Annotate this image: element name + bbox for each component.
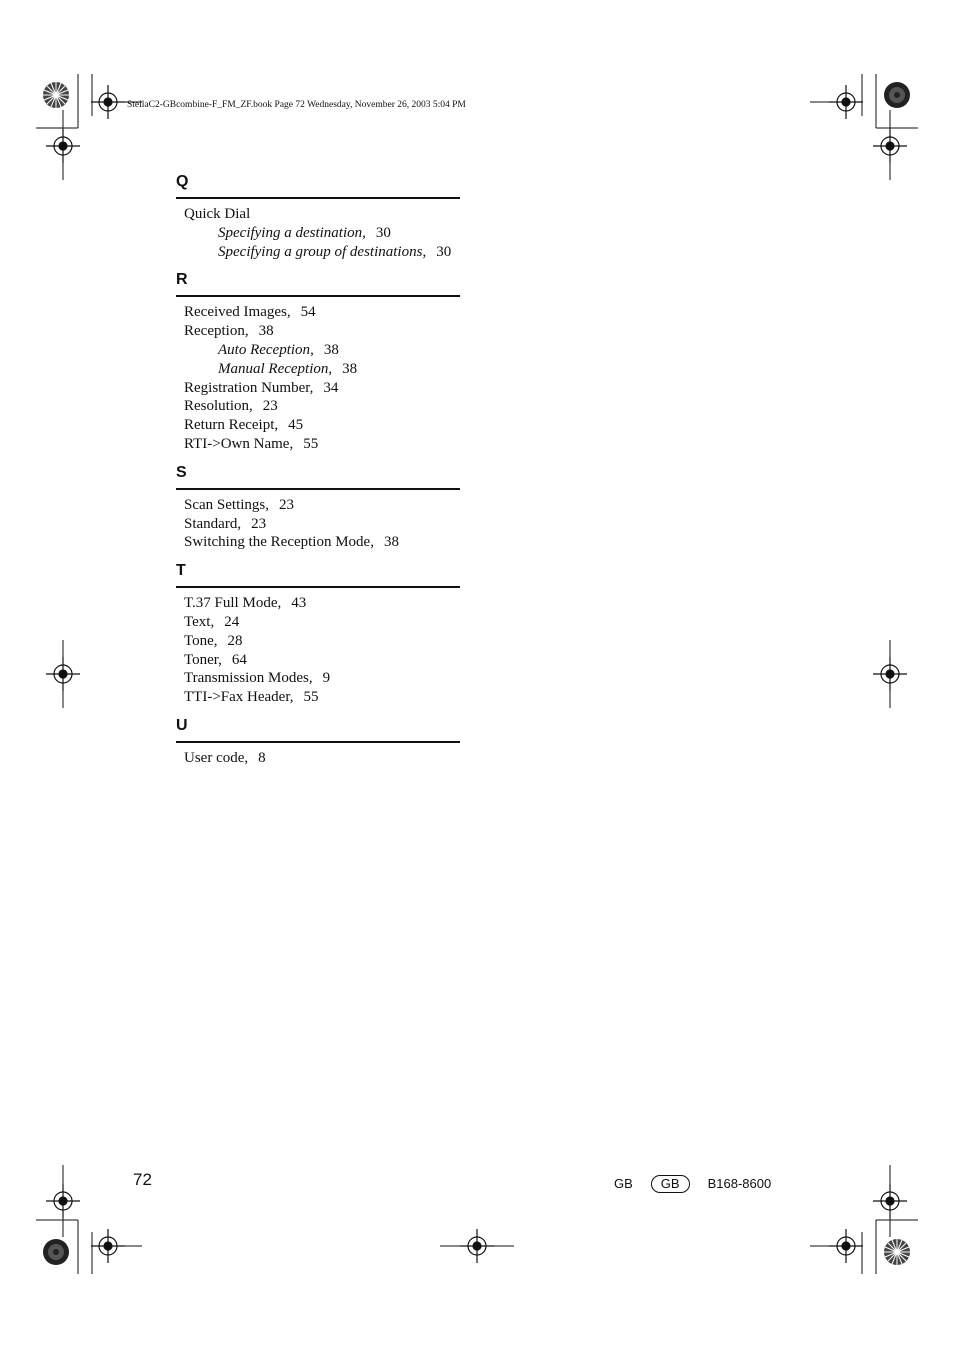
entry-term: User code (184, 749, 245, 766)
entry-term: Received Images (184, 304, 287, 321)
entry-page-ref[interactable]: 55 (303, 435, 319, 452)
entry-page-ref[interactable]: 38 (323, 341, 339, 358)
index-entry: Text, 24 (184, 613, 240, 630)
index-subentry: Specifying a group of destinations, 30 (218, 243, 452, 260)
index-section (176, 172, 460, 261)
entry-list (176, 743, 460, 768)
entry-term: Scan Settings (184, 496, 266, 513)
index-subentry: Manual Reception, 38 (218, 360, 358, 377)
section-letter: T (176, 562, 186, 580)
entry-term: T.37 Full Mode (184, 595, 278, 612)
index-entry: Toner, 64 (184, 651, 247, 668)
entry-term: Tone (184, 632, 214, 649)
entry-term: Toner (184, 651, 219, 668)
entry-term: RTI->Own Name (184, 435, 290, 452)
entry-term: Auto Reception (218, 341, 311, 358)
entry-term: Resolution (184, 398, 250, 415)
entry-term: Switching the Reception Mode (184, 534, 371, 551)
entry-page-ref[interactable]: 38 (258, 323, 274, 340)
entry-term: Return Receipt (184, 417, 275, 434)
entry-term: Transmission Modes (184, 670, 309, 687)
index-entry: Resolution, 23 (184, 398, 278, 415)
entry-term: Specifying a destination (218, 224, 363, 241)
index-entry (176, 205, 460, 224)
index-section (176, 716, 460, 768)
entry-page-ref[interactable]: 43 (291, 595, 307, 612)
entry-page-ref[interactable]: 8 (258, 749, 266, 766)
entry-term: Registration Number (184, 379, 310, 396)
entry-page-ref[interactable]: 30 (375, 224, 391, 241)
index-entry: User code, 8 (184, 749, 266, 766)
index-entry: Return Receipt, 45 (184, 417, 304, 434)
entry-list (176, 490, 460, 552)
language-code: GB (614, 1176, 633, 1191)
index-section (176, 463, 460, 552)
index-entry: Scan Settings, 23 (184, 496, 294, 513)
entry-page-ref[interactable]: 23 (251, 515, 267, 532)
index-entry: Reception, 38 (184, 323, 274, 340)
section-letter: U (176, 716, 188, 734)
entry-list (176, 297, 460, 453)
index-entry: Switching the Reception Mode, 38 (184, 534, 399, 551)
entry-page-ref[interactable]: 55 (303, 689, 319, 706)
entry-term: Reception (184, 323, 245, 340)
entry-page-ref[interactable]: 54 (300, 304, 316, 321)
index-section (176, 561, 460, 707)
entry-page-ref[interactable]: 30 (436, 243, 452, 260)
index-subentry: Auto Reception, 38 (218, 341, 339, 358)
page-number: 72 (133, 1170, 152, 1189)
print-slug: StellaC2-GBcombine-F_FM_ZF.book Page 72 Wednesday, November 26, 2003 5:04 PM (127, 100, 466, 110)
section-letter: S (176, 463, 187, 481)
entry-page-ref[interactable]: 24 (224, 613, 240, 630)
entry-list (176, 588, 460, 707)
entry-term: TTI->Fax Header (184, 689, 290, 706)
entry-list (176, 199, 460, 261)
entry-page-ref[interactable]: 38 (342, 360, 358, 377)
index-entry: Received Images, 54 (184, 304, 316, 321)
entry-term: Quick Dial (184, 206, 251, 222)
index-entry: RTI->Own Name, 55 (184, 435, 319, 452)
footer-codes (614, 1175, 771, 1193)
entry-page-ref[interactable]: 23 (279, 496, 294, 513)
index-entry: Transmission Modes, 9 (184, 670, 331, 687)
entry-page-ref[interactable]: 9 (322, 670, 331, 687)
entry-term: Manual Reception (218, 360, 329, 377)
entry-term: Text (184, 613, 211, 630)
entry-page-ref[interactable]: 45 (288, 417, 304, 434)
section-letter: R (176, 271, 188, 289)
index-section (176, 270, 460, 453)
index-entry: TTI->Fax Header, 55 (184, 689, 319, 706)
index-entry: Standard, 23 (184, 515, 267, 532)
entry-page-ref[interactable]: 38 (383, 534, 399, 551)
index-entry: Tone, 28 (184, 632, 243, 649)
index-subentry: Specifying a destination, 30 (218, 224, 391, 241)
entry-page-ref[interactable]: 34 (323, 379, 339, 396)
index-entry: Registration Number, 34 (184, 379, 339, 396)
section-letter: Q (176, 173, 189, 190)
entry-term: Specifying a group of destinations (218, 243, 423, 260)
index-column (176, 172, 460, 777)
entry-page-ref[interactable]: 64 (231, 651, 247, 668)
entry-term: Standard (184, 515, 238, 532)
language-badge: GB (651, 1175, 690, 1193)
index-entry: T.37 Full Mode, 43 (184, 595, 307, 612)
document-code: B168-8600 (707, 1176, 772, 1191)
entry-page-ref[interactable]: 28 (227, 632, 243, 649)
entry-page-ref[interactable]: 23 (262, 398, 278, 415)
